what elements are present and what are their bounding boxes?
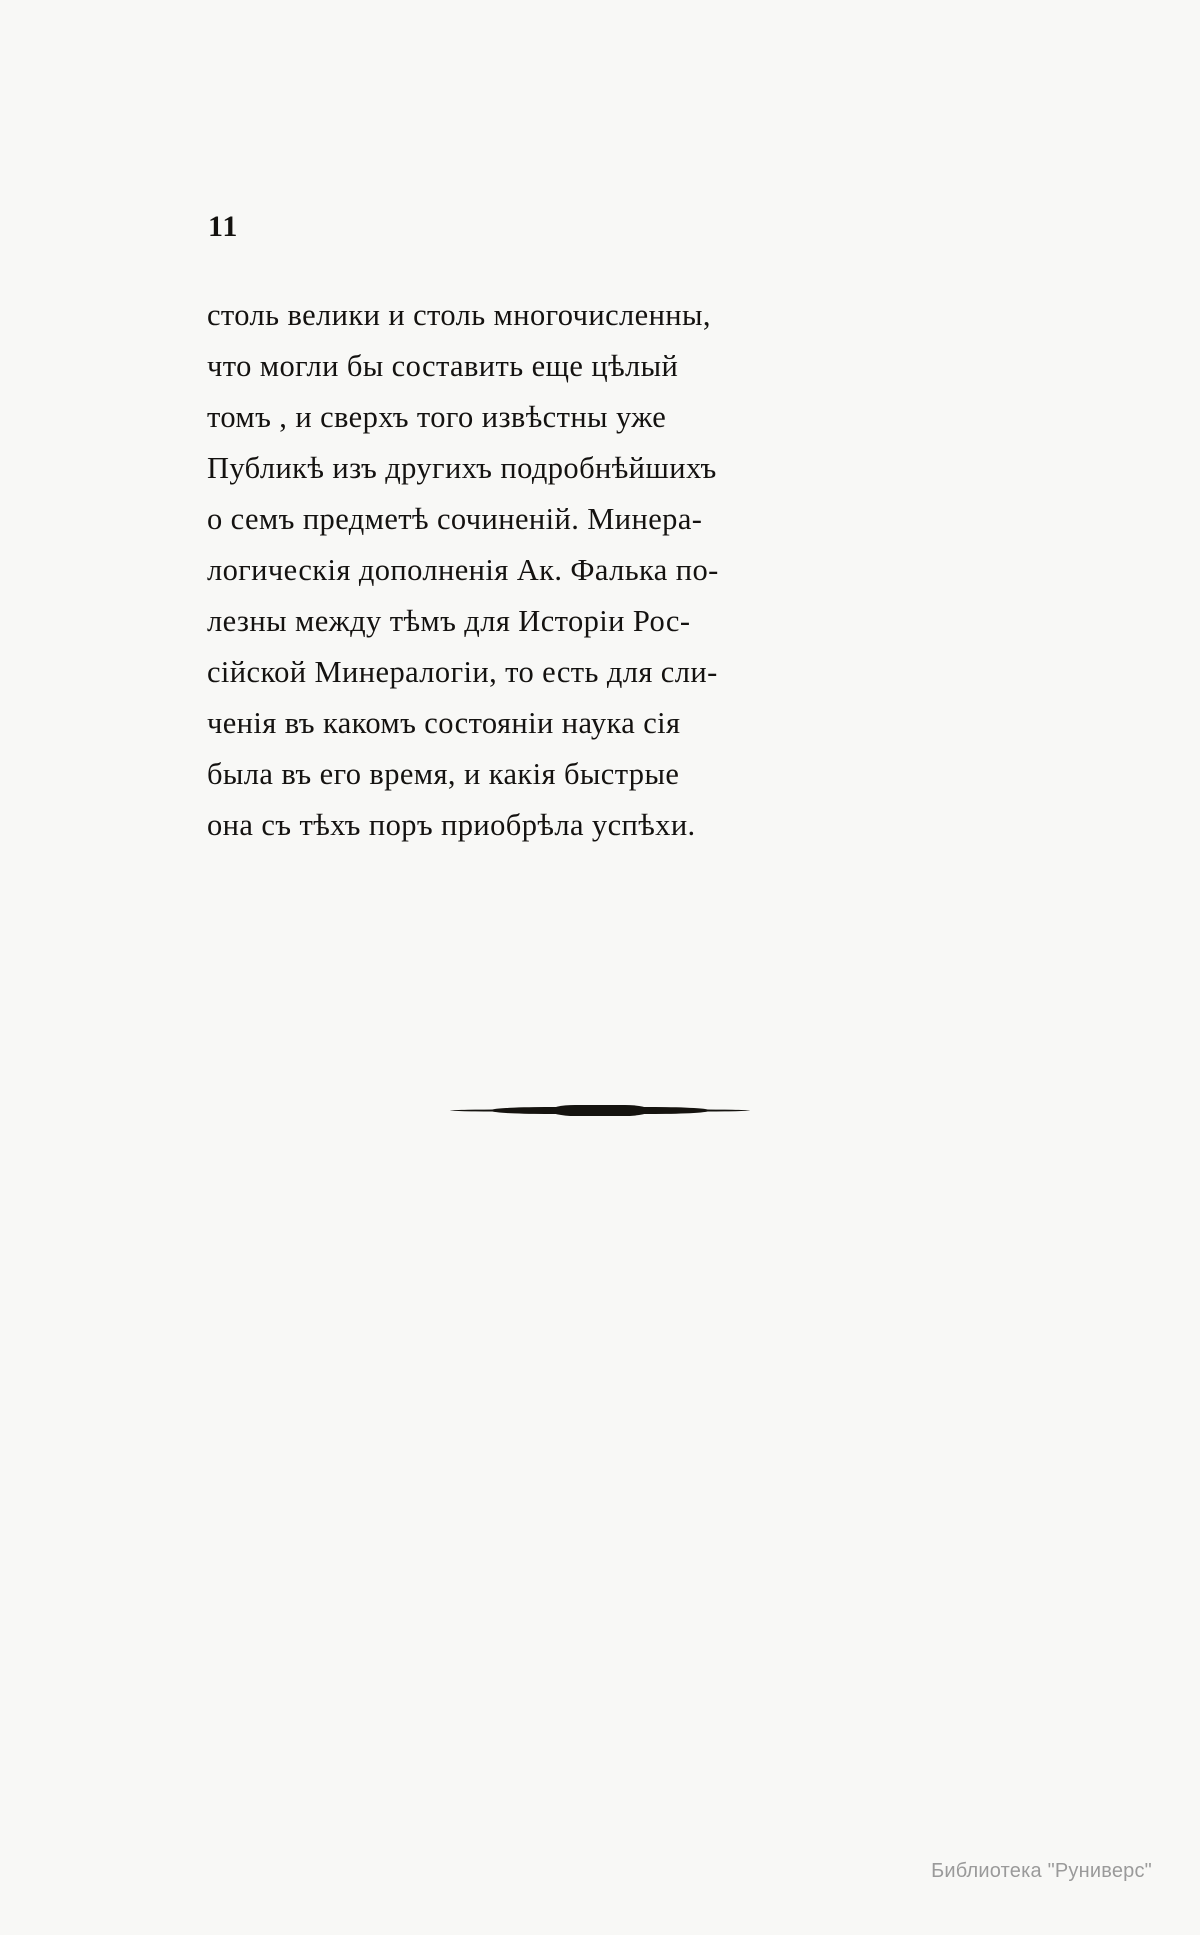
text-line: что могли бы составить еще цѣлый [207,349,679,383]
text-line: лезны между тѣмъ для Исторіи Рос- [207,604,691,638]
text-line: столь велики и столь многочисленны, [207,298,711,332]
text-line: она съ тѣхъ поръ приобрѣла успѣхи. [207,808,696,842]
text-line: ченія въ какомъ состояніи наука сія [207,706,681,740]
body-paragraph [207,290,1007,851]
text-line: о семъ предметѣ сочиненій. Минера- [207,502,703,536]
text-line: логическія дополненія Ак. Фалька по- [207,553,719,587]
ornament-stroke-core [550,1105,650,1116]
text-line: томъ , и сверхъ того извѣстны уже [207,400,667,434]
page-number: 11 [208,210,239,243]
text-line: была въ его время, и какія быстрые [207,757,680,791]
library-watermark: Библиотека "Руниверс" [931,1860,1152,1882]
lens-divider-ornament-icon [450,1100,750,1120]
text-line: сійской Минералогіи, то есть для сли- [207,655,718,689]
text-line: Публикѣ изъ другихъ подробнѣйшихъ [207,451,717,485]
